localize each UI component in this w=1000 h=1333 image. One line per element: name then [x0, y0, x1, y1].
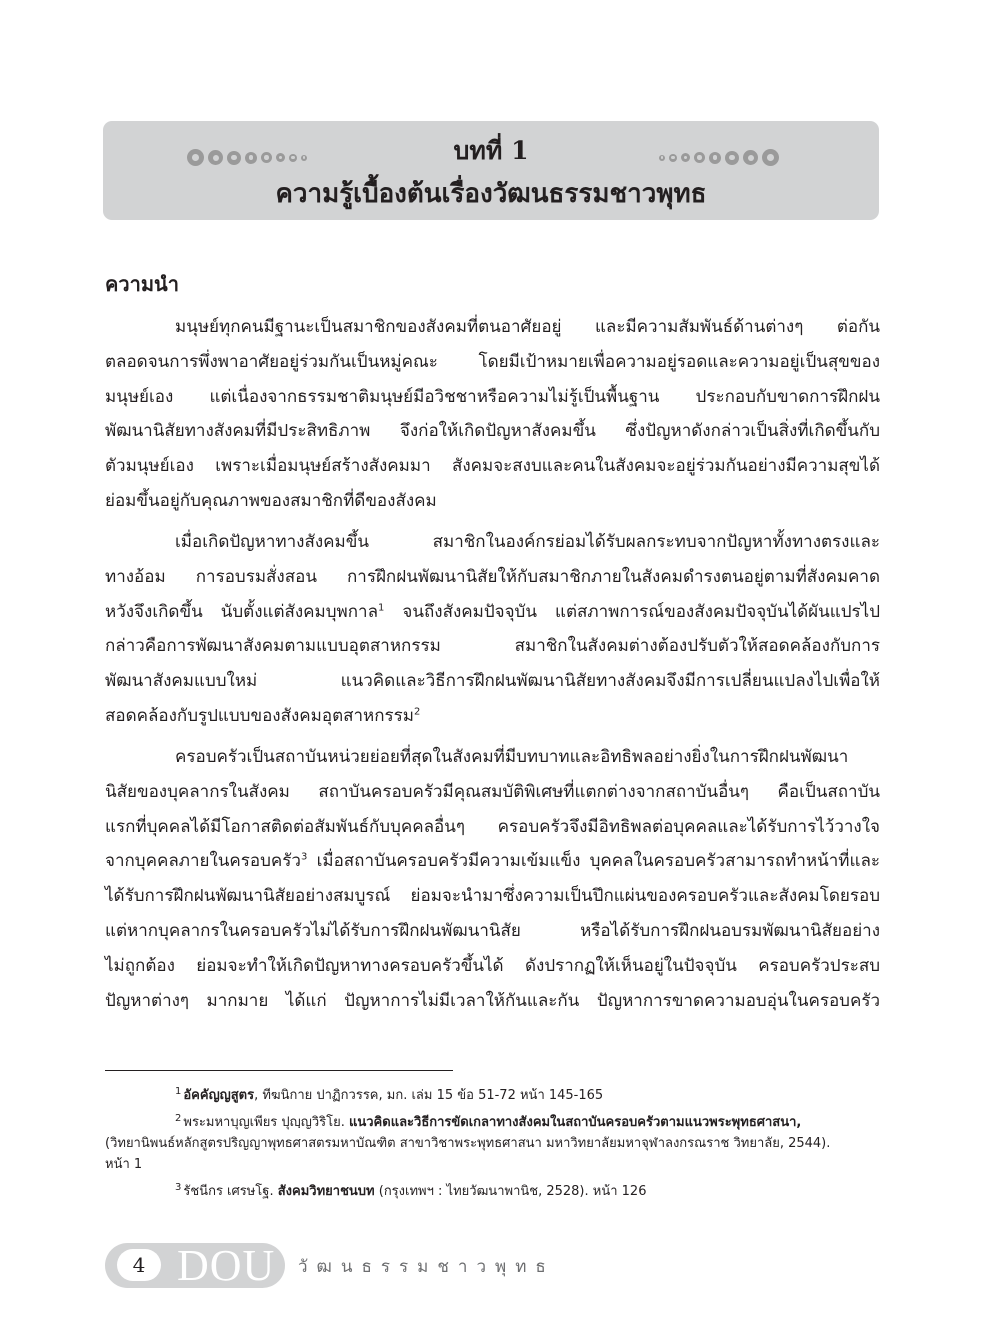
paragraph-line: มนุษย์เอง แต่เนื่องจากธรรมชาติมนุษย์มีอวิชชาหรือความไม่รู้เป็นพื้นฐาน ประกอบกับขาดการฝึกฝน	[105, 386, 880, 407]
footnote-text: รัชนีกร เศรษโฐ.	[183, 1184, 278, 1199]
text-run: เมื่อสถาบันครอบครัวมีความเข้มแข็ง บุคคลในครอบครัวสามารถทำหน้าที่และ	[307, 851, 880, 872]
running-title: วัฒนธรรมชาวพุทธ	[298, 1257, 555, 1277]
footnotes	[105, 1085, 885, 1202]
paragraph-1	[105, 310, 880, 519]
paragraph-line: ตัวมนุษย์เอง เพราะเมื่อมนุษย์สร้างสังคมมา สังคมจะสงบและคนในสังคมจะอยู่ร่วมกันอย่างมีความสุขได้	[105, 456, 880, 477]
text-run: หวังจึงเกิดขึ้น นับตั้งแต่สังคมบุพกาล	[105, 601, 378, 622]
text-run: จนถึงสังคมปัจจุบัน แต่สภาพการณ์ของสังคมปัจจุบันได้ผันแปรไป	[384, 601, 880, 622]
page-number: 4	[117, 1249, 161, 1281]
ornament-dots-right	[659, 149, 783, 166]
section-heading: ความนำ	[105, 272, 179, 296]
ornament-dot	[762, 149, 779, 166]
paragraph-line	[105, 595, 880, 630]
paragraph-line: ย่อมขึ้นอยู่กับคุณภาพของสมาชิกที่ดีของสังคม	[105, 490, 437, 511]
paragraph-line: ได้รับการฝึกฝนพัฒนานิสัยอย่างสมบูรณ์ ย่อมจะนำมาซึ่งความเป็นปึกแผ่นของครอบครัวและสังคมโดยรอบ	[105, 886, 880, 907]
chapter-title: ความรู้เบื้องต้นเรื่องวัฒนธรรมชาวพุทธ	[275, 179, 707, 209]
page-footer-badge	[105, 1243, 285, 1288]
paragraph-line: พัฒนานิสัยทางสังคมที่มีประสิทธิภาพ จึงก่อให้เกิดปัญหาสังคมขึ้น ซึ่งปัญหาดังกล่าวเป็นสิ่งที่เกิดขึ้นกับ	[105, 421, 880, 442]
paragraph-line: ไม่ถูกต้อง ย่อมจะทำให้เกิดปัญหาทางครอบครัวขึ้นได้ ดังปรากฏให้เห็นอยู่ในปัจจุบัน ครอบครัวประสบ	[105, 955, 880, 976]
footnote-3	[105, 1181, 885, 1202]
paragraph-line: แรกที่บุคคลได้มีโอกาสติดต่อสัมพันธ์กับบุคคลอื่นๆ ครอบครัวจึงมีอิทธิพลต่อบุคคลและได้รับการไว้วางใจ	[105, 816, 880, 837]
ornament-dot	[659, 155, 665, 161]
ornament-dot	[669, 154, 677, 162]
ornament-dot	[681, 153, 690, 162]
chapter-number: บทที่ 1	[453, 136, 529, 165]
paragraph-line: นิสัยของบุคลากรในสังคม สถาบันครอบครัวมีคุณสมบัติพิเศษที่แตกต่างจากสถาบันอื่นๆ คือเป็นสถาบัน	[105, 781, 880, 802]
footnote-number: 2	[175, 1112, 182, 1124]
paragraph-line	[105, 844, 880, 879]
footnote-2-cont: หน้า 1	[105, 1157, 143, 1172]
paragraph-line: ครอบครัวเป็นสถาบันหน่วยย่อยที่สุดในสังคมที่มีบทบาทและอิทธิพลอย่างยิ่งในการฝึกฝนพัฒนา	[175, 747, 849, 767]
footnote-text: พระมหาบุญเพียร ปุญฺญวิริโย.	[183, 1115, 349, 1130]
footnote-title: สังคมวิทยาชนบท	[277, 1184, 375, 1199]
footnote-divider	[105, 1070, 453, 1071]
paragraph-2	[105, 525, 880, 734]
ornament-dot	[725, 151, 739, 165]
paragraph-line: ปัญหาต่างๆ มากมาย ได้แก่ ปัญหาการไม่มีเวลาให้กันและกัน ปัญหาการขาดความอบอุ่นในครอบครัว	[105, 990, 880, 1011]
paragraph-line: มนุษย์ทุกคนมีฐานะเป็นสมาชิกของสังคมที่ตนอาศัยอยู่ และมีความสัมพันธ์ด้านต่างๆ ต่อกัน	[175, 317, 880, 337]
ornament-dot	[694, 152, 705, 163]
paragraph-line: แต่หากบุคลากรในครอบครัวไม่ได้รับการฝึกฝนพัฒนานิสัย หรือได้รับการฝึกฝนอบรมพัฒนานิสัยอย่าง	[105, 920, 880, 941]
footnote-text: (กรุงเทพฯ : ไทยวัฒนาพานิช, 2528). หน้า 126	[374, 1184, 647, 1199]
footnote-mark: 3	[300, 851, 308, 863]
footnote-1	[105, 1085, 885, 1106]
paragraph-line: กล่าวคือการพัฒนาสังคมตามแบบอุตสาหกรรม สมาชิกในสังคมต่างต้องปรับตัวให้สอดคล้องกับการ	[105, 636, 880, 657]
text-run: จากบุคคลภายในครอบครัว	[105, 851, 301, 872]
paragraph-3	[105, 740, 880, 1018]
paragraph-line: พัฒนาสังคมแบบใหม่ แนวคิดและวิธีการฝึกฝนพัฒนานิสัยทางสังคมจึงมีการเปลี่ยนแปลงไปเพื่อให้	[105, 671, 880, 692]
ornament-dot	[709, 152, 721, 164]
footnote-2	[105, 1112, 885, 1133]
paragraph-line: เมื่อเกิดปัญหาทางสังคมขึ้น สมาชิกในองค์กรย่อมได้รับผลกระทบจากปัญหาทั้งทางตรงและ	[175, 532, 880, 552]
footnote-title: แนวคิดและวิธีการขัดเกลาทางสังคมในสถาบันครอบครัวตามแนวพระพุทธศาสนา,	[348, 1115, 802, 1130]
footnote-number: 1	[175, 1085, 182, 1097]
paragraph-line	[105, 699, 880, 734]
brand-logo: DOU	[177, 1241, 276, 1290]
footnote-number: 3	[175, 1181, 182, 1193]
footnote-2-cont: (วิทยานิพนธ์หลักสูตรปริญญาพุทธศาสตรมหาบัณฑิต สาขาวิชาพระพุทธศาสนา มหาวิทยาลัยมหาจุฬาลงกรณราช วิทยาลัย, 2544).	[105, 1136, 831, 1151]
chapter-header	[103, 121, 879, 220]
footnote-mark: 2	[414, 706, 421, 718]
ornament-dot	[743, 150, 758, 165]
text-run: สอดคล้องกับรูปแบบของสังคมอุตสาหกรรม	[105, 705, 414, 726]
footnote-title: อัคคัญญสูตร	[183, 1088, 255, 1103]
footnote-text: , ทีฆนิกาย ปาฏิกวรรค, มก. เล่ม 15 ข้อ 51-72 หน้า 145-165	[254, 1088, 604, 1103]
paragraph-line: ตลอดจนการพึ่งพาอาศัยอยู่ร่วมกันเป็นหมู่คณะ โดยมีเป้าหมายเพื่อความอยู่รอดและความอยู่เป็นสุขของ	[105, 351, 880, 372]
footnote-mark: 1	[378, 601, 385, 613]
paragraph-line: ทางอ้อม การอบรมสั่งสอน การฝึกฝนพัฒนานิสัยให้กับสมาชิกภายในสังคมดำรงตนอยู่ตามที่สังคมคาด	[105, 566, 880, 587]
